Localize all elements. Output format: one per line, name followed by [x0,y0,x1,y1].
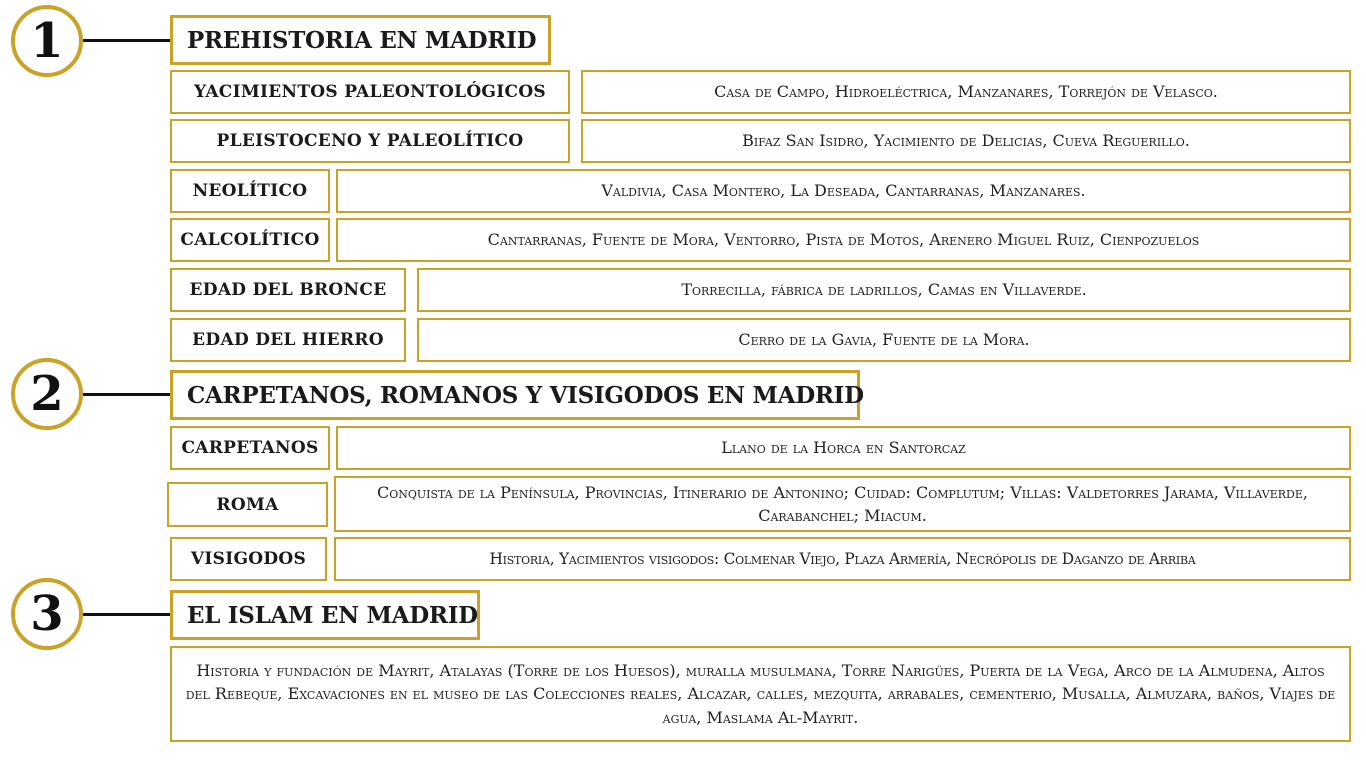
row-label-edad-del-bronce: EDAD DEL BRONCE [170,268,406,312]
section-1-connector [83,39,171,42]
section-3-connector [83,613,171,616]
section-3-description: Historia y fundación de Mayrit, Atalayas (Torre de los Huesos), muralla musulmana, Torre Narigües, Puerta de la Vega, Arco de la Almudena, Altos del Rebeque, Excavaciones en el museo de las Colecciones reales, Alcazar, calles, mezquita, arrabales, cementerio, Musalla, Almuzara, baños, Viajes de agua, Maslama Al-Mayrit. [170,646,1351,742]
section-2-number-badge: 2 [11,358,83,430]
row-label-pleistoceno-paleolitico: PLEISTOCENO Y PALEOLÍTICO [170,119,570,163]
section-3-number-badge: 3 [11,578,83,650]
row-text-calcolitico: Cantarranas, Fuente de Mora, Ventorro, Pista de Motos, Arenero Miguel Ruiz, Cienpozuelos [336,218,1351,262]
row-label-edad-del-hierro: EDAD DEL HIERRO [170,318,406,362]
row-label-neolitico: NEOLÍTICO [170,169,330,213]
row-text-neolitico: Valdivia, Casa Montero, La Deseada, Cantarranas, Manzanares. [336,169,1351,213]
section-1-number-badge: 1 [11,5,83,77]
row-text-roma: Conquista de la Península, Provincias, Itinerario de Antonino; Cuidad: Complutum; Villas: Valdetorres Jarama, Villaverde, Carabanchel; Miacum. [334,476,1351,532]
row-label-carpetanos: CARPETANOS [170,426,330,470]
row-label-yacimientos-paleontologicos: YACIMIENTOS PALEONTOLÓGICOS [170,70,570,114]
section-2-title: CARPETANOS, ROMANOS Y VISIGODOS EN MADRID [170,370,860,420]
section-3-title: EL ISLAM EN MADRID [170,590,480,640]
row-label-visigodos: VISIGODOS [170,537,327,581]
row-text-edad-del-bronce: Torrecilla, fábrica de ladrillos, Camas en Villaverde. [417,268,1351,312]
section-1-title: PREHISTORIA EN MADRID [170,15,551,65]
row-text-visigodos: Historia, Yacimientos visigodos: Colmenar Viejo, Plaza Armería, Necrópolis de Daganzo de Arriba [334,537,1351,581]
row-label-roma: ROMA [167,482,328,527]
row-text-pleistoceno-paleolitico: Bifaz San Isidro, Yacimiento de Delicias, Cueva Reguerillo. [581,119,1351,163]
row-label-calcolitico: CALCOLÍTICO [170,218,330,262]
row-text-edad-del-hierro: Cerro de la Gavia, Fuente de la Mora. [417,318,1351,362]
section-2-connector [83,393,171,396]
row-text-carpetanos: Llano de la Horca en Santorcaz [336,426,1351,470]
row-text-yacimientos-paleontologicos: Casa de Campo, Hidroeléctrica, Manzanares, Torrejón de Velasco. [581,70,1351,114]
